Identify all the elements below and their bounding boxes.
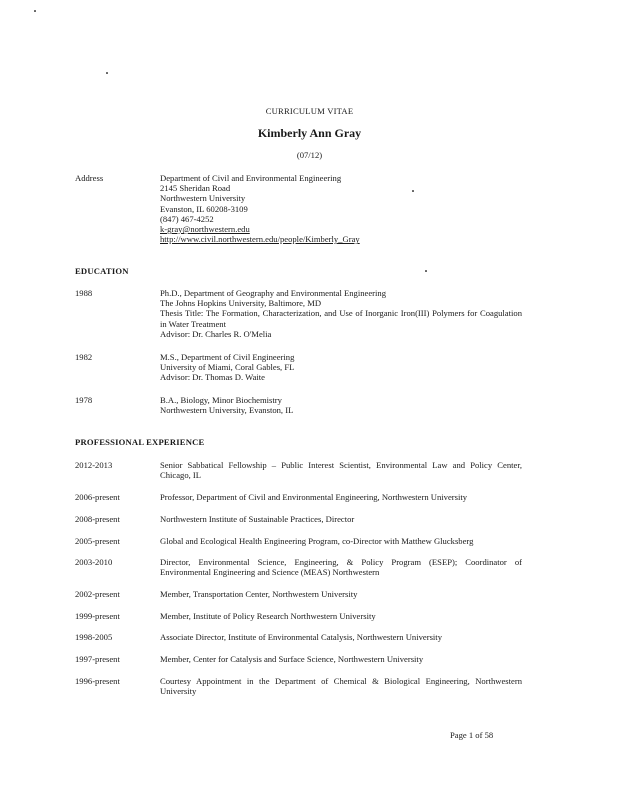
education-entry xyxy=(160,395,522,415)
experience-text: Director, Environmental Science, Engineering, & Policy Program (ESEP); Coordinator of Environmental Engineering and Science (MEAS) Northwestern xyxy=(160,557,522,578)
experience-text: Northwestern Institute of Sustainable Practices, Director xyxy=(160,514,355,524)
advisor: Advisor: Dr. Charles R. O'Melia xyxy=(160,328,272,339)
address-line: Northwestern University xyxy=(160,193,246,204)
scan-speck xyxy=(106,72,108,74)
address-label: Address xyxy=(75,173,104,183)
advisor: Advisor: Dr. Thomas D. Waite xyxy=(160,372,265,383)
experience-year: 2002-present xyxy=(75,589,120,599)
degree: M.S., Department of Civil Engineering xyxy=(160,352,295,362)
experience-text: Courtesy Appointment in the Department of Chemical & Biological Engineering, Northwestern University xyxy=(160,676,522,697)
phone-number: (847) 467-4252 xyxy=(160,213,214,224)
experience-heading: PROFESSIONAL EXPERIENCE xyxy=(75,437,205,447)
experience-year: 1996-present xyxy=(75,676,120,686)
revision-date: (07/12) xyxy=(296,150,323,160)
scan-speck xyxy=(425,270,427,272)
experience-text: Senior Sabbatical Fellowship – Public Interest Scientist, Environmental Law and Policy Center, Chicago, IL xyxy=(160,460,522,481)
document-title: CURRICULUM VITAE xyxy=(265,106,354,116)
experience-year: 2005-present xyxy=(75,536,120,546)
thesis-title: Thesis Title: The Formation, Characterization, and Use of Inorganic Iron(III) Polymers for Coagulation in Water Treatment xyxy=(160,308,522,329)
degree: B.A., Biology, Minor Biochemistry xyxy=(160,395,282,405)
experience-text: Member, Center for Catalysis and Surface Science, Northwestern University xyxy=(160,654,424,664)
education-heading: EDUCATION xyxy=(75,266,129,276)
experience-year: 1998-2005 xyxy=(75,632,113,642)
experience-year: 1997-present xyxy=(75,654,120,664)
experience-year: 1999-present xyxy=(75,611,120,621)
education-entry xyxy=(160,352,522,383)
experience-year: 2006-present xyxy=(75,492,120,502)
homepage-link[interactable]: http://www.civil.northwestern.edu/people/Kimberly_Gray xyxy=(160,234,360,245)
education-year: 1988 xyxy=(75,288,93,298)
education-year: 1978 xyxy=(75,395,93,405)
education-year: 1982 xyxy=(75,352,93,362)
person-name: Kimberly Ann Gray xyxy=(257,126,362,140)
education-entry xyxy=(160,288,522,339)
email-link[interactable]: k-gray@northwestern.edu xyxy=(160,224,250,235)
experience-text: Associate Director, Institute of Environmental Catalysis, Northwestern University xyxy=(160,632,442,642)
scan-speck xyxy=(34,10,36,12)
experience-text: Professor, Department of Civil and Environmental Engineering, Northwestern University xyxy=(160,492,468,502)
experience-year: 2008-present xyxy=(75,514,120,524)
address-line: Evanston, IL 60208-3109 xyxy=(160,203,248,214)
institution: The Johns Hopkins University, Baltimore, MD xyxy=(160,298,322,309)
page-number: Page 1 of 58 xyxy=(450,730,494,740)
address-line: 2145 Sheridan Road xyxy=(160,183,231,194)
address-line: Department of Civil and Environmental Engineering xyxy=(160,173,342,183)
institution: University of Miami, Coral Gables, FL xyxy=(160,362,295,373)
degree: Ph.D., Department of Geography and Environmental Engineering xyxy=(160,288,387,298)
institution: Northwestern University, Evanston, IL xyxy=(160,405,294,416)
experience-year: 2012-2013 xyxy=(75,460,113,470)
experience-year: 2003-2010 xyxy=(75,557,113,567)
experience-text: Global and Ecological Health Engineering Program, co-Director with Matthew Glucksberg xyxy=(160,536,474,546)
experience-text: Member, Transportation Center, Northwestern University xyxy=(160,589,358,599)
experience-text: Member, Institute of Policy Research Northwestern University xyxy=(160,611,376,621)
address-block xyxy=(160,173,522,244)
